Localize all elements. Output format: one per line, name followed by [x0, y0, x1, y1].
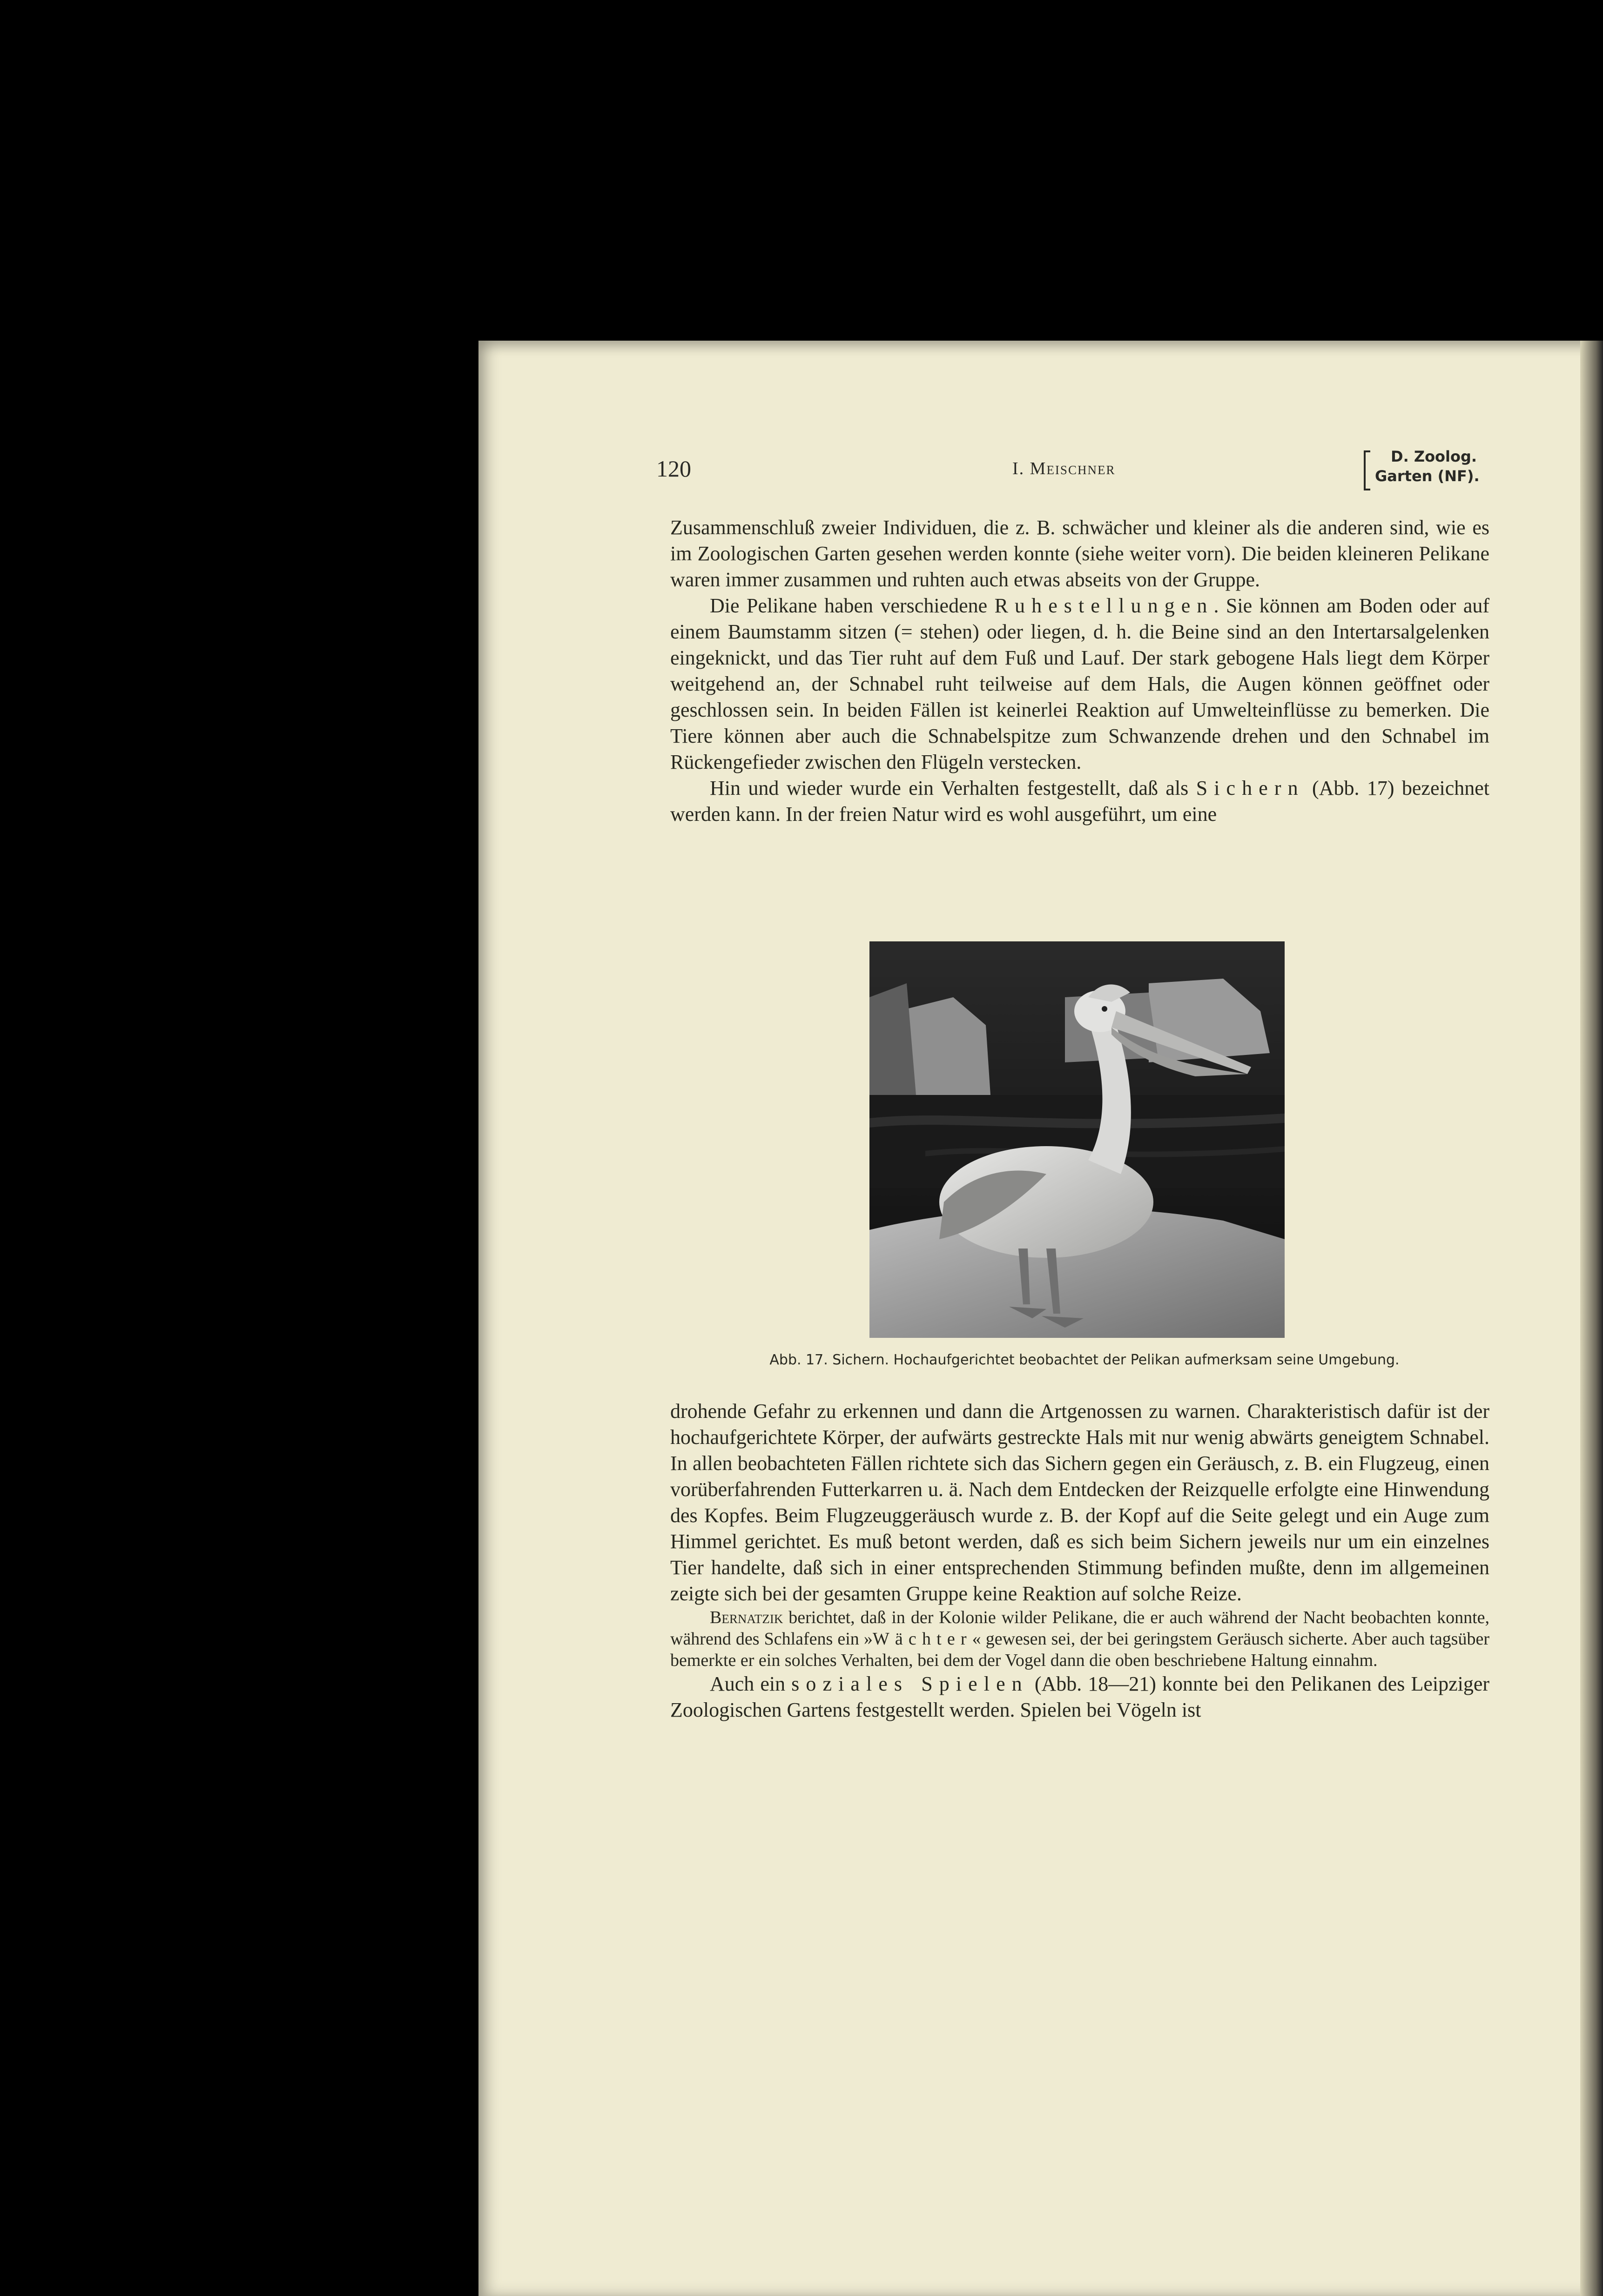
author-name: Bernatzik — [710, 1608, 783, 1627]
paragraph: Hin und wieder wurde ein Verhalten festgestellt, daß als Sichern (Abb. 17) bezeichnet werden kann. In der freien Natur wird es wohl ausgeführt, um eine — [670, 777, 1489, 826]
bracket-mark — [1364, 450, 1370, 490]
top-text-block — [670, 515, 1489, 827]
journal-abbreviation — [1364, 448, 1513, 490]
figure-caption: Abb. 17. Sichern. Hochaufgerichtet beobachtet der Pelikan aufmerksam seine Umgebung. — [769, 1352, 1400, 1368]
emphasized-term: Sichern — [1196, 777, 1305, 799]
bottom-text-block — [670, 1398, 1489, 1723]
emphasized-term: Ruhestellungen — [994, 594, 1214, 617]
paragraph: Zusammenschluß zweier Individuen, die z. B. schwächer und kleiner als die anderen sind, wie es im Zoologischen Garten gesehen werden konnte (siehe weiter vorn). Die beiden kleineren Pelikane waren immer zusammen und ruhten auch etwas abseits von der Gruppe. — [670, 516, 1489, 591]
journal-line-1: D. Zoolog. — [1391, 448, 1477, 465]
journal-line-2: Garten (NF). — [1375, 467, 1480, 485]
pelican-photograph — [869, 941, 1285, 1338]
paragraph-small-print: Bernatzik berichtet, daß in der Kolonie wilder Pelikane, die er auch während der Nacht beobachten konnte, während des Schlafens ein »Wächter« gewesen sei, der bei geringstem Geräusch sicherte. Aber auch tagsüber bemerkte er ein solches Verhalten, bei dem der Vogel dann die oben beschriebene Haltung einnahm. — [670, 1608, 1489, 1670]
emphasized-term: soziales Spielen — [791, 1672, 1029, 1695]
paragraph: Die Pelikane haben verschiedene Ruhestellungen. Sie können am Boden oder auf einem Baumstamm sitzen (= stehen) oder liegen, d. h. die Beine sind an den Intertarsalgelenken eingeknickt, und das Tier ruht auf dem Fuß und Lauf. Der stark gebogene Hals liegt dem Körper weitgehend an, der Schnabel ruht teilweise auf dem Hals, die Augen können geöffnet oder geschlossen sein. In beiden Fällen ist keinerlei Reaktion auf Umwelteinflüsse zu bemerken. Die Tiere können aber auch die Schnabelspitze zum Schwanzende drehen und den Schnabel im Rückengefieder zwischen den Flügeln verstecken. — [670, 594, 1490, 773]
paragraph: drohende Gefahr zu erkennen und dann die Artgenossen zu warnen. Charakteristisch dafür ist der hochaufgerichtete Körper, der aufwärts gestreckte Hals mit nur wenig abwärts geneigtem Schnabel. In allen beobachteten Fällen richtete sich das Sichern gegen ein Geräusch, z. B. ein Flugzeug, einen vorüberfahrenden Futterkarren u. ä. Nach dem Entdecken der Reizquelle erfolgte eine Hinwendung des Kopfes. Beim Flugzeuggeräusch wurde z. B. der Kopf auf die Seite gelegt und ein Auge zum Himmel gerichtet. Es muß betont werden, daß es sich beim Sichern jeweils nur um ein einzelnes Tier handelte, daß sich in einer entsprechenden Stimmung befinden mußte, denn im allgemeinen zeigte sich bei der gesamten Gruppe keine Reaktion auf solche Reize. — [670, 1400, 1489, 1605]
running-head-author: I. Meischner — [1012, 459, 1116, 478]
pelican-photo-illustration — [869, 941, 1285, 1338]
book-gutter — [1580, 341, 1603, 2296]
paragraph: Auch ein soziales Spielen (Abb. 18—21) konnte bei den Pelikanen des Leipziger Zoologischen Gartens festgestellt werden. Spielen bei Vögeln ist — [670, 1672, 1490, 1721]
emphasized-term: Wächter — [872, 1629, 972, 1649]
page-number: 120 — [656, 456, 691, 482]
